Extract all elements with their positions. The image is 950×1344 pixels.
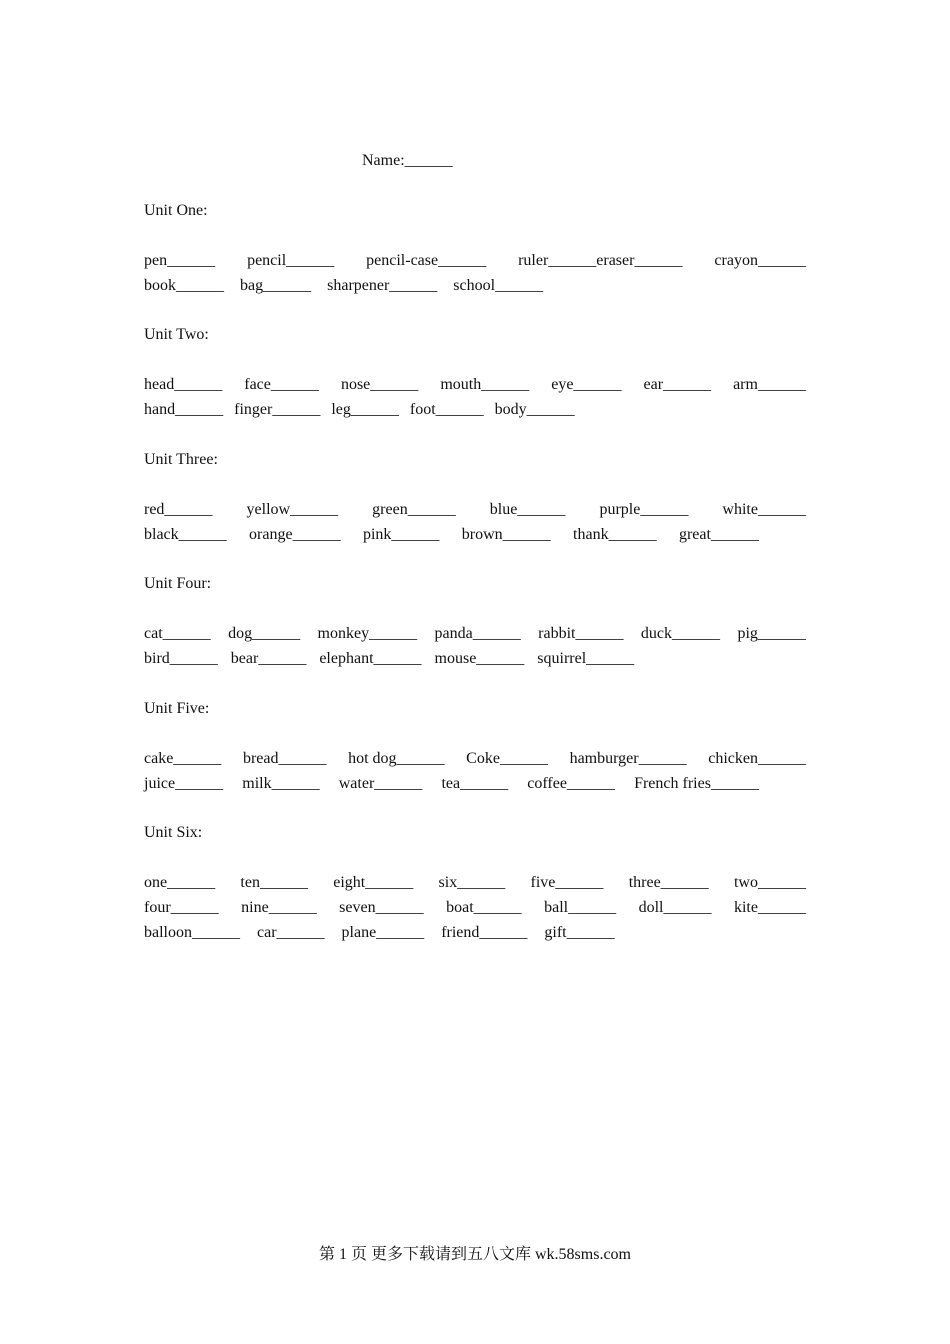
- vocab-blank-item: leg______: [331, 401, 399, 418]
- vocab-blank-item: dog______: [228, 625, 301, 642]
- vocab-blank-item: friend______: [441, 924, 528, 941]
- vocab-row: [144, 923, 806, 943]
- name-field-label: Name:______: [362, 152, 453, 169]
- vocab-blank-item: ball______: [544, 899, 617, 916]
- vocab-blank-item: mouse______: [434, 650, 525, 667]
- vocab-blank-item: plane______: [341, 924, 425, 941]
- unit-heading: Unit One:: [144, 202, 208, 219]
- vocab-blank-item: ten______: [240, 874, 308, 891]
- vocab-row: [144, 525, 759, 545]
- vocab-blank-item: ear______: [643, 376, 712, 393]
- unit-heading: Unit Two:: [144, 326, 209, 343]
- vocab-blank-item: book______: [144, 277, 224, 294]
- vocab-row: [144, 400, 806, 420]
- vocab-blank-item: seven______: [339, 899, 424, 916]
- vocab-blank-item: crayon______: [714, 252, 806, 269]
- vocab-blank-item: pig______: [737, 625, 806, 642]
- vocab-blank-item: yellow______: [246, 501, 339, 518]
- vocab-blank-item: hamburger______: [569, 750, 687, 767]
- vocab-blank-item: head______: [144, 376, 223, 393]
- vocab-blank-item: elephant______: [319, 650, 422, 667]
- vocab-blank-item: bear______: [230, 650, 307, 667]
- vocab-blank-item: five______: [530, 874, 604, 891]
- vocab-blank-item: eye______: [551, 376, 622, 393]
- vocab-blank-item: bird______: [144, 650, 218, 667]
- vocab-row: [144, 251, 806, 271]
- vocab-blank-item: rabbit______: [538, 625, 624, 642]
- vocab-blank-item: eight______: [333, 874, 414, 891]
- vocab-blank-item: black______: [144, 526, 227, 543]
- vocab-blank-item: bread______: [242, 750, 327, 767]
- vocab-blank-item: red______: [144, 501, 213, 518]
- vocab-blank-item: boat______: [446, 899, 522, 916]
- vocab-blank-item: mouth______: [440, 376, 530, 393]
- vocab-row: [144, 276, 806, 296]
- vocab-blank-item: blue______: [489, 501, 566, 518]
- vocab-row: [144, 898, 806, 918]
- vocab-blank-item: nose______: [340, 376, 419, 393]
- vocab-blank-item: school______: [453, 277, 544, 294]
- vocab-blank-item: monkey______: [317, 625, 418, 642]
- unit-heading: Unit Five:: [144, 700, 210, 717]
- vocab-blank-item: arm______: [733, 376, 806, 393]
- vocab-blank-item: sharpener______: [327, 277, 438, 294]
- vocab-blank-item: bag______: [240, 277, 312, 294]
- vocab-blank-item: six______: [438, 874, 506, 891]
- unit-heading: Unit Three:: [144, 451, 218, 468]
- vocab-row: [144, 749, 806, 769]
- vocab-blank-item: kite______: [733, 899, 806, 916]
- vocab-blank-item: green______: [372, 501, 456, 518]
- vocab-blank-item: Coke______: [466, 750, 548, 767]
- vocab-row: [144, 774, 759, 794]
- vocab-blank-item: one______: [144, 874, 216, 891]
- vocab-blank-item: white______: [722, 501, 806, 518]
- vocab-blank-item: pencil-case______: [366, 252, 487, 269]
- vocab-blank-item: face______: [244, 376, 319, 393]
- vocab-row: [144, 624, 806, 644]
- vocab-blank-item: doll______: [638, 899, 712, 916]
- vocab-blank-item: finger______: [234, 401, 321, 418]
- vocab-blank-item: car______: [257, 924, 325, 941]
- vocab-blank-item: French fries______: [634, 775, 759, 792]
- vocab-blank-item: three______: [628, 874, 709, 891]
- vocab-blank-item: chicken______: [708, 750, 806, 767]
- vocab-blank-item: panda______: [434, 625, 521, 642]
- vocab-blank-item: pink______: [362, 526, 440, 543]
- vocab-blank-item: foot______: [409, 401, 484, 418]
- vocab-blank-item: pen______: [144, 252, 216, 269]
- vocab-blank-item: milk______: [242, 775, 320, 792]
- vocab-blank-item: great______: [678, 526, 759, 543]
- vocab-blank-item: squirrel______: [537, 650, 635, 667]
- vocab-blank-item: duck______: [640, 625, 721, 642]
- vocab-blank-item: brown______: [461, 526, 551, 543]
- vocab-row: [144, 375, 806, 395]
- vocab-row: [144, 500, 806, 520]
- vocab-blank-item: hand______: [144, 401, 224, 418]
- vocab-blank-item: two______: [733, 874, 806, 891]
- vocab-blank-item: thank______: [573, 526, 657, 543]
- page-footer: 第 1 页 更多下载请到五八文库 wk.58sms.com: [318, 1246, 631, 1263]
- vocab-blank-item: gift______: [544, 924, 615, 941]
- vocab-blank-item: nine______: [241, 899, 317, 916]
- vocab-blank-item: tea______: [441, 775, 509, 792]
- vocab-blank-item: four______: [144, 899, 219, 916]
- vocab-blank-item: balloon______: [144, 924, 240, 941]
- vocab-blank-item: water______: [338, 775, 423, 792]
- vocab-blank-item: pencil______: [247, 252, 335, 269]
- vocab-blank-item: juice______: [144, 775, 224, 792]
- vocab-blank-item: cat______: [144, 625, 211, 642]
- vocab-blank-item: purple______: [599, 501, 689, 518]
- vocab-row: [144, 873, 806, 893]
- vocab-blank-item: cake______: [144, 750, 222, 767]
- vocab-row: [144, 649, 806, 669]
- unit-heading: Unit Four:: [144, 575, 212, 592]
- vocab-blank-item: coffee______: [527, 775, 615, 792]
- vocab-blank-item: orange______: [249, 526, 341, 543]
- vocab-blank-item: hot dog______: [348, 750, 445, 767]
- vocab-blank-item: body______: [494, 401, 575, 418]
- vocab-blank-item: ruler______eraser______: [518, 252, 683, 269]
- unit-heading: Unit Six:: [144, 824, 203, 841]
